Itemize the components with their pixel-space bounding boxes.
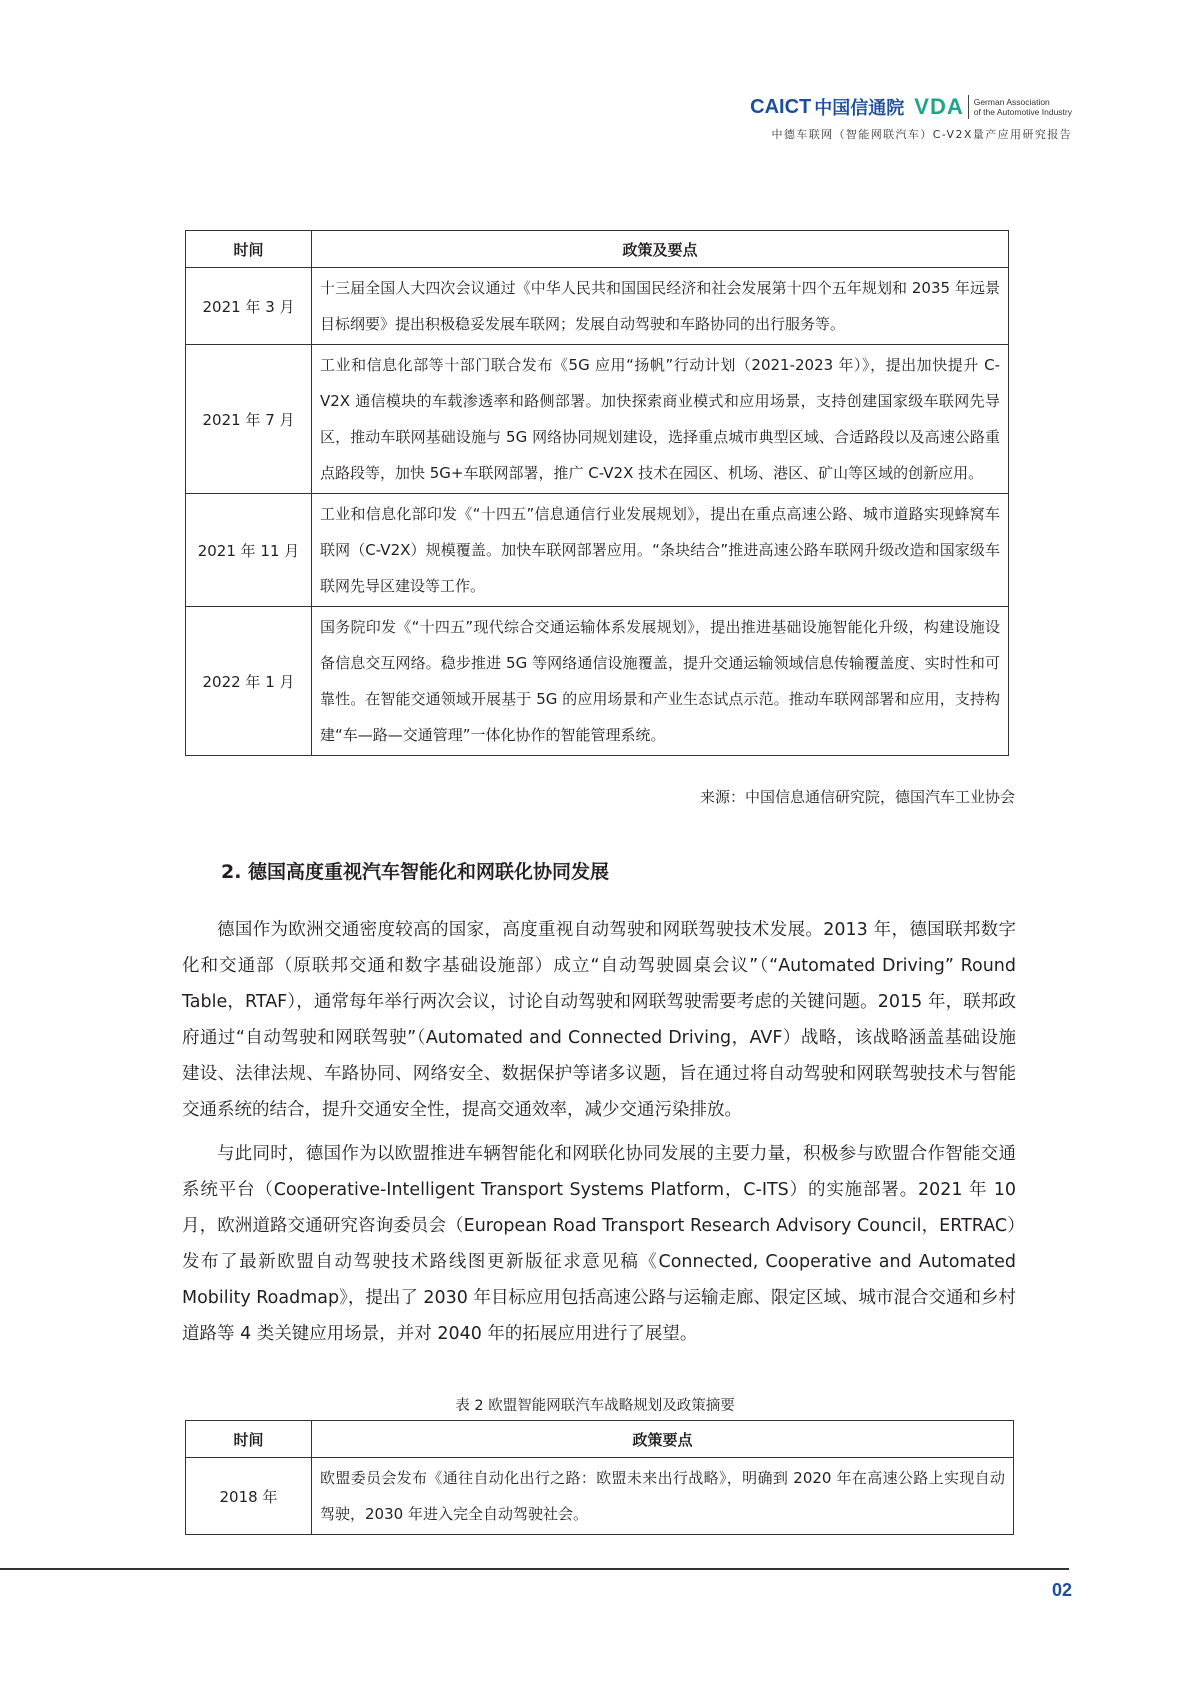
- policy-table-china: [185, 230, 1009, 756]
- cell-content: 欧盟委员会发布《通往自动化出行之路：欧盟未来出行战略》，明确到 2020 年在高速公路上实现自动驾驶，2030 年进入完全自动驾驶社会。: [312, 1458, 1014, 1535]
- vda-logo: VDA: [914, 94, 964, 119]
- cell-time: 2021 年 7 月: [186, 345, 312, 494]
- table-row: [186, 345, 1009, 494]
- vda-name: [974, 97, 1072, 117]
- vda-name-line2: of the Automotive Industry: [973, 107, 1072, 117]
- cell-content: 工业和信息化部印发《“十四五”信息通信行业发展规划》，提出在重点高速公路、城市道路实现蜂窝车联网（C-V2X）规模覆盖。加快车联网部署应用。“条块结合”推进高速公路车联网升级改造和国家级车联网先导区建设等工作。: [312, 494, 1009, 607]
- report-title: 中德车联网（智能网联汽车）C-V2X量产应用研究报告: [771, 128, 1072, 141]
- cell-content: 十三届全国人大四次会议通过《中华人民共和国国民经济和社会发展第十四个五年规划和 2035 年远景目标纲要》提出积极稳妥发展车联网；发展自动驾驶和车路协同的出行服务等。: [312, 268, 1009, 345]
- header-time: 时间: [186, 1421, 312, 1458]
- paragraph: 与此同时，德国作为以欧盟推进车辆智能化和网联化协同发展的主要力量，积极参与欧盟合作智能交通系统平台（Cooperative-Intelligent Transport Systems Platform，C-ITS）的实施部署。2021 年 10 月，欧洲道路交通研究咨询委员会（European Road Transport Research Advisory Council，ERTRAC）发布了最新欧盟自动驾驶技术路线图更新版征求意见稿《Connected, Cooperative and Automated Mobility Roadmap》，提出了 2030 年目标应用包括高速公路与运输走廊、限定区域、城市混合交通和乡村道路等 4 类关键应用场景，并对 2040 年的拓展应用进行了展望。: [182, 1144, 1016, 1344]
- table-row: [186, 494, 1009, 607]
- header-time: 时间: [186, 231, 312, 268]
- logo-row: [750, 92, 1072, 122]
- page-number: 02: [1051, 1580, 1072, 1600]
- page-header: [652, 92, 1072, 148]
- header-policy: 政策及要点: [312, 231, 1009, 268]
- paragraph: 德国作为欧洲交通密度较高的国家，高度重视自动驾驶和网联驾驶技术发展。2013 年，德国联邦数字化和交通部（原联邦交通和数字基础设施部）成立“自动驾驶圆桌会议”（“Automated Driving” Round Table，RTAF），通常每年举行两次会议，讨论自动驾驶和网联驾驶需要考虑的关键问题。2015 年，联邦政府通过“自动驾驶和网联驾驶”（Automated and Connected Driving，AVF）战略，该战略涵盖基础设施建设、法律法规、车路协同、网络安全、数据保护等诸多议题，旨在通过将自动驾驶和网联驾驶技术与智能交通系统的结合，提升交通安全性，提高交通效率，减少交通污染排放。: [182, 920, 1016, 1120]
- cell-content: 国务院印发《“十四五”现代综合交通运输体系发展规划》，提出推进基础设施智能化升级，构建设施设备信息交互网络。稳步推进 5G 等网络通信设施覆盖，提升交通运输领域信息传输覆盖度、实时性和可靠性。在智能交通领域开展基于 5G 的应用场景和产业生态试点示范。推动车联网部署和应用，支持构建“车—路—交通管理”一体化协作的智能管理系统。: [312, 607, 1009, 756]
- section-title: 2. 德国高度重视汽车智能化和网联化协同发展: [221, 861, 610, 883]
- vda-divider: [968, 95, 969, 119]
- cell-time: 2022 年 1 月: [186, 607, 312, 756]
- caict-cn-logo: 中国信通院: [814, 98, 905, 119]
- vda-name-line1: German Association: [973, 97, 1050, 107]
- policy-table-eu: [185, 1420, 1014, 1535]
- table-source: 来源：中国信息通信研究院，德国汽车工业协会: [699, 788, 1015, 806]
- cell-time: 2021 年 3 月: [186, 268, 312, 345]
- caict-logo: CAICT: [750, 95, 812, 118]
- table-caption: 表 2 欧盟智能网联汽车战略规划及政策摘要: [455, 1398, 735, 1414]
- footer-divider: [0, 1568, 1069, 1570]
- cell-time: 2018 年: [186, 1458, 312, 1535]
- table-header-row: [186, 1421, 1014, 1458]
- header-policy: 政策要点: [312, 1421, 1014, 1458]
- table-row: [186, 1458, 1014, 1535]
- table-row: [186, 607, 1009, 756]
- table-row: [186, 268, 1009, 345]
- cell-content: 工业和信息化部等十部门联合发布《5G 应用“扬帆”行动计划（2021-2023 年）》，提出加快提升 C-V2X 通信模块的车载渗透率和路侧部署。加快探索商业模式和应用场景，支持创建国家级车联网先导区，推动车联网基础设施与 5G 网络协同规划建设，选择重点城市典型区域、合适路段以及高速公路重点路段等，加快 5G+车联网部署，推广 C-V2X 技术在园区、机场、港区、矿山等区域的创新应用。: [312, 345, 1009, 494]
- cell-time: 2021 年 11 月: [186, 494, 312, 607]
- table-header-row: [186, 231, 1009, 268]
